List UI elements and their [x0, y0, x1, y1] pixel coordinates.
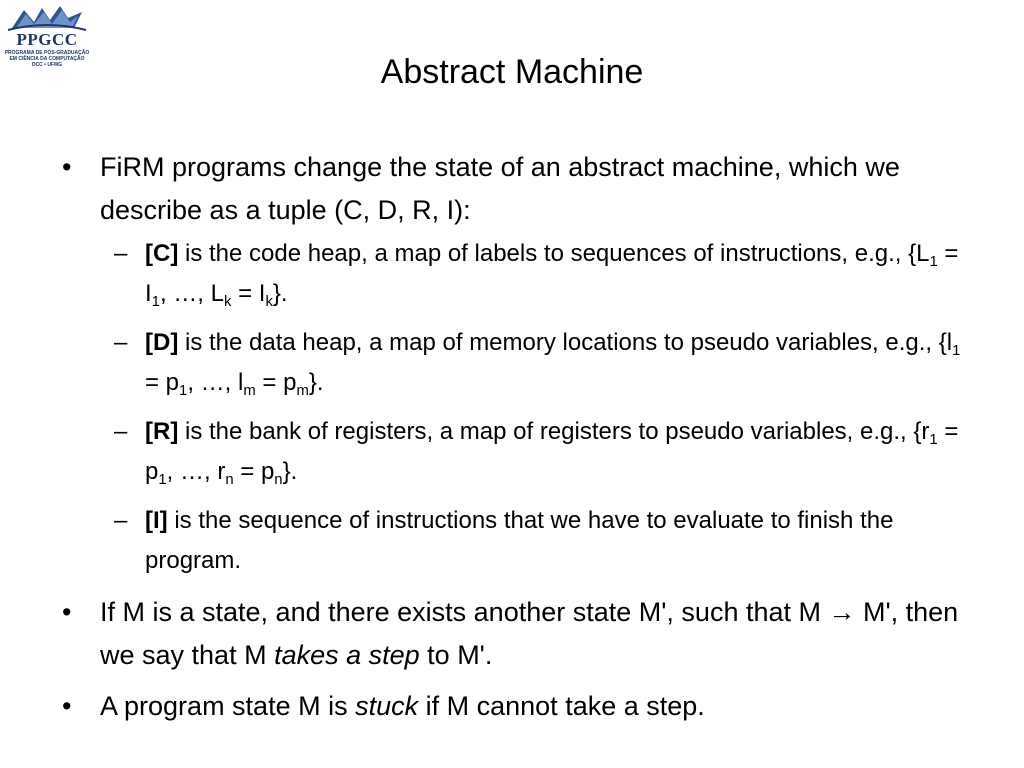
- sub-item-text: , …, L: [159, 280, 224, 307]
- bullet-item-3: [62, 685, 972, 728]
- subscript: m: [296, 383, 309, 400]
- subscript: n: [225, 472, 234, 489]
- logo-subtitle-1: PROGRAMA DE PÓS-GRADUAÇÃO: [4, 50, 90, 56]
- sub-item-label: [C]: [145, 240, 179, 267]
- subscript: 1: [158, 472, 167, 489]
- bullet-icon: •: [62, 691, 72, 721]
- sub-item-label: [D]: [145, 329, 179, 356]
- sub-item-text: }.: [282, 458, 298, 485]
- bullet-icon: •: [62, 152, 72, 182]
- sub-item-label: [R]: [145, 418, 179, 445]
- sub-item-text: = p: [145, 418, 959, 485]
- sub-item-label: [I]: [145, 507, 168, 534]
- sub-item-text: is the code heap, a map of labels to sequences of instructions, e.g., {L: [178, 240, 930, 267]
- subscript: k: [265, 294, 273, 311]
- bullet-text: FiRM programs change the state of an abstract machine, which we describe as a tuple (C, D, R, I):: [100, 152, 900, 225]
- sub-item-text: , …, l: [187, 369, 244, 396]
- subscript: k: [223, 294, 232, 311]
- subscript: 1: [929, 254, 938, 271]
- sub-item-text: is the bank of registers, a map of registers to pseudo variables, e.g., {r: [178, 418, 930, 445]
- sub-item-text: , …, r: [166, 458, 226, 485]
- sub-item-text: }.: [308, 369, 324, 396]
- sub-item-text: = p: [255, 369, 297, 396]
- bullet-item-1: [62, 146, 972, 232]
- sub-item-code-heap: [62, 234, 972, 314]
- subscript: 1: [952, 343, 961, 360]
- sub-item-text: = I: [145, 240, 959, 307]
- dash-icon: –: [114, 329, 128, 356]
- subscript: 1: [929, 432, 938, 449]
- bullet-text: if M cannot take a step.: [418, 691, 705, 721]
- bullet-item-2: [62, 591, 972, 677]
- sub-item-text: is the sequence of instructions that we have to evaluate to finish the program.: [145, 507, 894, 574]
- subscript: 1: [151, 294, 160, 311]
- bullet-icon: •: [62, 597, 72, 627]
- slide-title: Abstract Machine: [380, 53, 644, 91]
- logo-text: PPGCC: [16, 30, 78, 49]
- sub-item-text: = I: [231, 280, 266, 307]
- sub-item-text: = p: [233, 458, 275, 485]
- emphasis-text: takes a step: [274, 640, 420, 670]
- sub-item-text: }.: [272, 280, 288, 307]
- slide-body: [62, 146, 972, 736]
- dash-icon: –: [114, 418, 128, 445]
- subscript: 1: [179, 383, 188, 400]
- subscript: n: [274, 472, 283, 489]
- logo-subtitle-3: DCC • UFMG: [31, 62, 63, 68]
- dash-icon: –: [114, 507, 128, 534]
- subscript: m: [243, 383, 256, 400]
- logo-subtitle-2: EM CIÊNCIA DA COMPUTAÇÃO: [9, 56, 85, 62]
- sub-item-data-heap: [62, 323, 972, 403]
- sub-item-registers: [62, 412, 972, 492]
- bullet-text: If M is a state, and there exists another state M', such that M → M', then we say that M: [100, 597, 959, 670]
- dash-icon: –: [114, 240, 128, 267]
- emphasis-text: stuck: [355, 691, 419, 721]
- sub-item-text: = p: [145, 369, 180, 396]
- sub-item-instructions: [62, 501, 972, 581]
- sub-item-text: is the data heap, a map of memory locations to pseudo variables, e.g., {l: [178, 329, 953, 356]
- sub-list: [62, 234, 972, 581]
- bullet-text: to M'.: [419, 640, 493, 670]
- bullet-text: A program state M is: [100, 691, 356, 721]
